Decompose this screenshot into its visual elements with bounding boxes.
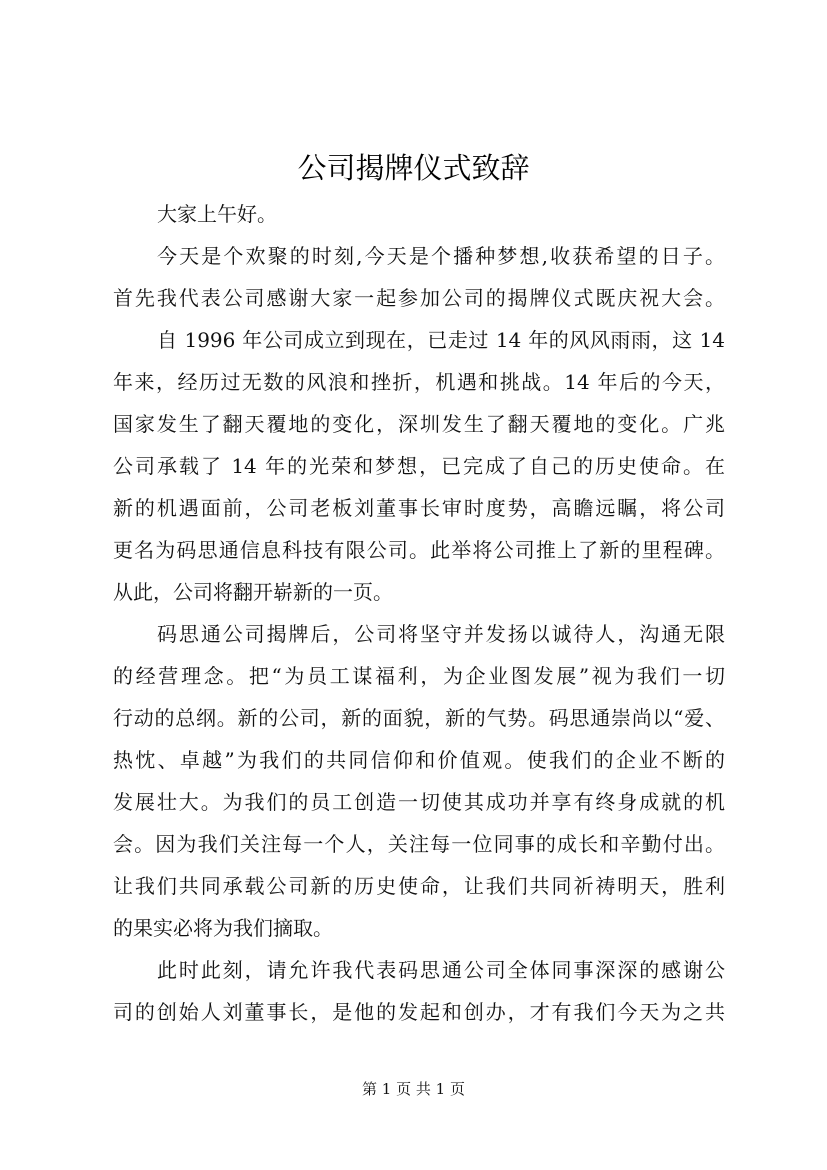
text-line-15: 发展壮大。为我们的员工创造一切使其成功并享有终身成就的机 (113, 790, 725, 814)
page-footer: 第 1 页 共 1 页 (362, 1080, 465, 1098)
document-title: 公司揭牌仪式致辞 (297, 151, 530, 185)
text-line-6: 国家发生了翻天覆地的变化，深圳发生了翻天覆地的变化。广兆 (113, 412, 725, 436)
text-line-1: 大家上午好。 (157, 202, 277, 226)
text-line-18: 的果实必将为我们摘取。 (113, 916, 333, 940)
text-line-3: 首先我代表公司感谢大家一起参加公司的揭牌仪式既庆祝大会。 (113, 286, 725, 310)
text-line-10: 从此，公司将翻开崭新的一页。 (113, 580, 393, 604)
text-line-2: 今天是个欢聚的时刻,今天是个播种梦想,收获希望的日子。 (157, 244, 725, 268)
text-line-17: 让我们共同承载公司新的历史使命，让我们共同祈祷明天，胜利 (113, 874, 725, 898)
text-line-4: 自 1996 年公司成立到现在，已走过 14 年的风风雨雨，这 14 (157, 328, 725, 352)
text-line-16: 会。因为我们关注每一个人，关注每一位同事的成长和辛勤付出。 (113, 832, 725, 856)
text-line-13: 行动的总纲。新的公司，新的面貌，新的气势。码思通崇尚以“爱、 (113, 706, 725, 730)
text-line-19: 此时此刻，请允许我代表码思通公司全体同事深深的感谢公 (157, 958, 725, 982)
text-line-8: 新的机遇面前，公司老板刘董事长审时度势，高瞻远瞩，将公司 (113, 496, 725, 520)
text-line-12: 的经营理念。把“为员工谋福利，为企业图发展”视为我们一切 (113, 664, 725, 688)
text-line-9: 更名为码思通信息科技有限公司。此举将公司推上了新的里程碑。 (113, 538, 725, 562)
text-line-5: 年来，经历过无数的风浪和挫折，机遇和挑战。14 年后的今天， (113, 370, 725, 394)
text-line-20: 司的创始人刘董事长，是他的发起和创办，才有我们今天为之共 (113, 1000, 725, 1024)
text-line-14: 热忱、卓越”为我们的共同信仰和价值观。使我们的企业不断的 (113, 748, 725, 772)
text-line-11: 码思通公司揭牌后，公司将坚守并发扬以诚待人，沟通无限 (157, 622, 725, 646)
text-line-7: 公司承载了 14 年的光荣和梦想，已完成了自己的历史使命。在 (113, 454, 725, 478)
